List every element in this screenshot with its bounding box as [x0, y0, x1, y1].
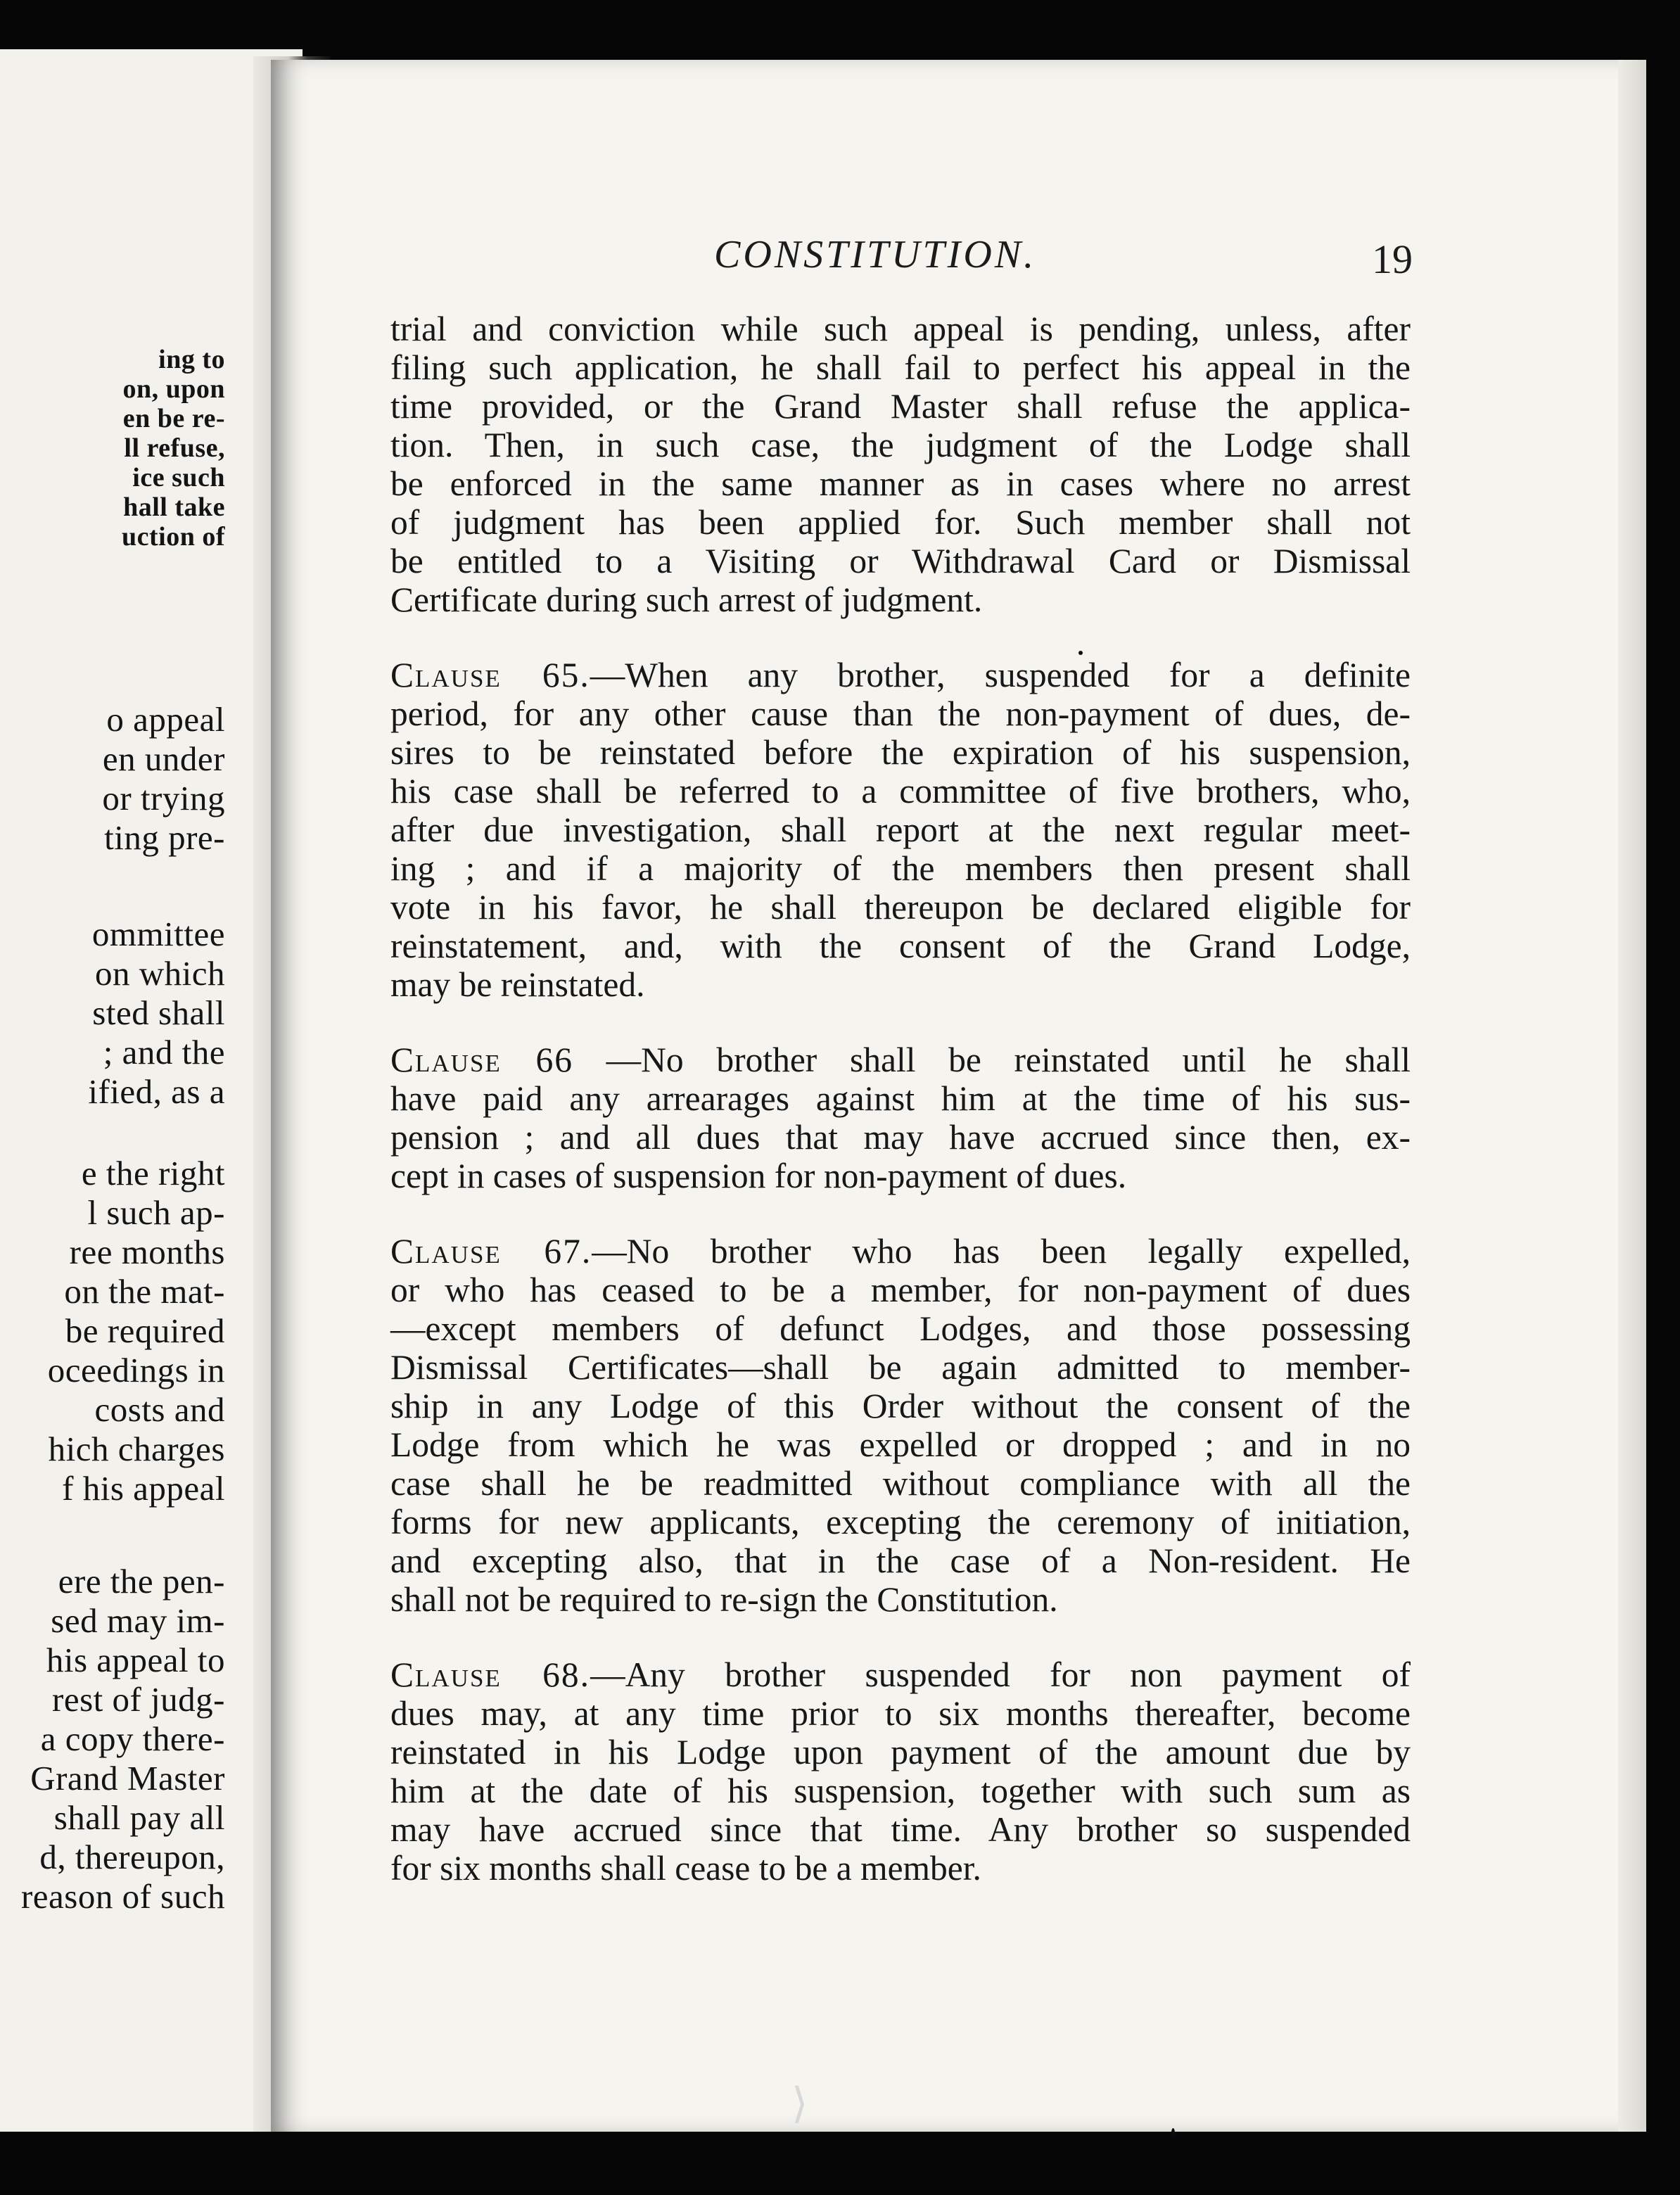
previous-page-line: ing to [158, 345, 225, 374]
clause-first-line-text: —No brother shall be reinstated until he shall [573, 1041, 1411, 1079]
text-line: period, for any other cause than the non-payment of dues, de- [390, 694, 1411, 733]
previous-page-line: his appeal to [46, 1641, 225, 1679]
previous-page-line: or trying [102, 779, 225, 817]
previous-page-line: sted shall [92, 993, 225, 1032]
text-line: filing such application, he shall fail to perfect his appeal in the [390, 348, 1411, 387]
text-line: him at the date of his suspension, together with such sum as [390, 1771, 1411, 1810]
previous-page-line: en be re- [122, 404, 225, 433]
page-number: 19 [1372, 236, 1413, 282]
page-edge [1618, 60, 1646, 2132]
clause-first-line [390, 1655, 1411, 1694]
previous-page-line: ommittee [91, 915, 225, 953]
text-line: Dismissal Certificates—shall be again admitted to member- [390, 1348, 1411, 1387]
previous-page-line: ified, as a [88, 1072, 225, 1111]
paragraph-continuation [390, 310, 1411, 619]
clause-65 [390, 656, 1411, 1004]
previous-page-line: a copy there- [40, 1719, 225, 1758]
previous-page-line: rest of judg- [52, 1680, 225, 1719]
previous-page-line: o appeal [106, 700, 225, 739]
previous-page-line: on, upon [122, 374, 225, 404]
clause-label: Clause 65. [390, 656, 590, 694]
text-line: ship in any Lodge of this Order without the consent of the [390, 1387, 1411, 1425]
text-line: cept in cases of suspension for non-payment of dues. [390, 1157, 1127, 1195]
text-line: —except members of defunct Lodges, and those possessing [390, 1309, 1411, 1348]
text-line: reinstated in his Lodge upon payment of the amount due by [390, 1733, 1411, 1771]
scan-mark: ⟩ [791, 2080, 808, 2127]
text-line: trial and conviction while such appeal is pending, unless, after [390, 310, 1411, 348]
scan-speck [1171, 2128, 1175, 2138]
text-line: tion. Then, in such case, the judgment of the Lodge shall [390, 426, 1411, 464]
running-title: CONSTITUTION. [714, 233, 1037, 276]
text-line: vote in his favor, he shall thereupon be declared eligible for [390, 888, 1411, 927]
previous-page-line: ice such [132, 463, 225, 492]
previous-page-line: d, thereupon, [39, 1838, 225, 1876]
clause-first-line [390, 1232, 1411, 1271]
text-line: forms for new applicants, excepting the ceremony of initiation, [390, 1503, 1411, 1541]
clause-label: Clause 66 [390, 1041, 573, 1079]
clause-first-line [390, 656, 1411, 694]
previous-page-line: on which [95, 954, 225, 993]
text-line: Lodge from which he was expelled or dropped ; and in no [390, 1425, 1411, 1464]
clause-first-line-text: —When any brother, suspended for a definite [590, 656, 1411, 694]
text-line: sires to be reinstated before the expiration of his suspension, [390, 733, 1411, 772]
previous-page-line: on the mat- [64, 1272, 225, 1311]
previous-page-line: ting pre- [104, 818, 225, 857]
text-line: and excepting also, that in the case of a Non-resident. He [390, 1541, 1411, 1580]
previous-page-line: oceedings in [47, 1351, 225, 1389]
page-body [390, 310, 1411, 1924]
text-line: may be reinstated. [390, 965, 645, 1004]
previous-page-line: uction of [122, 522, 225, 552]
previous-page-line: ; and the [103, 1033, 225, 1071]
clause-label: Clause 67. [390, 1232, 592, 1271]
text-line: ing ; and if a majority of the members then present shall [390, 849, 1411, 888]
text-line: shall not be required to re-sign the Constitution. [390, 1580, 1058, 1619]
clause-67 [390, 1232, 1411, 1619]
previous-page-line: hich charges [48, 1430, 225, 1468]
clause-first-line [390, 1041, 1411, 1079]
previous-page-line: en under [102, 739, 225, 778]
text-line: his case shall be referred to a committee of five brothers, who, [390, 772, 1411, 810]
clause-label: Clause 68. [390, 1655, 591, 1694]
previous-page-line: ere the pen- [58, 1562, 225, 1601]
previous-page-line: hall take [123, 492, 225, 522]
previous-page-text [0, 0, 225, 2082]
text-line: be entitled to a Visiting or Withdrawal Card or Dismissal [390, 542, 1411, 580]
text-line: pension ; and all dues that may have accrued since then, ex- [390, 1118, 1411, 1157]
previous-page-line: l such ap- [87, 1193, 225, 1232]
previous-page-line: be required [65, 1311, 225, 1350]
previous-page-line: sed may im- [51, 1601, 225, 1640]
text-line: reinstatement, and, with the consent of the Grand Lodge, [390, 927, 1411, 965]
text-line: Certificate during such arrest of judgment. [390, 580, 983, 619]
text-line: of judgment has been applied for. Such member shall not [390, 503, 1411, 542]
previous-page-line: e the right [81, 1154, 225, 1192]
previous-page-line: Grand Master [30, 1759, 225, 1798]
text-line: after due investigation, shall report at the next regular meet- [390, 810, 1411, 849]
clause-first-line-text: —No brother who has been legally expelled, [592, 1232, 1411, 1271]
clause-66 [390, 1041, 1411, 1195]
scan-speck [1078, 651, 1083, 655]
previous-page-line: costs and [94, 1390, 225, 1429]
previous-page-line: reason of such [20, 1877, 225, 1916]
previous-page-line: f his appeal [62, 1469, 225, 1508]
previous-page-line: ll refuse, [124, 433, 225, 463]
clause-first-line-text: —Any brother suspended for non payment of [590, 1655, 1411, 1694]
text-line: time provided, or the Grand Master shall refuse the applica- [390, 387, 1411, 426]
text-line: have paid any arrearages against him at the time of his sus- [390, 1079, 1411, 1118]
text-line: or who has ceased to be a member, for non-payment of dues [390, 1271, 1411, 1309]
clause-68 [390, 1655, 1411, 1888]
previous-page-line: ree months [69, 1233, 225, 1271]
previous-page-line: shall pay all [53, 1798, 225, 1837]
text-line: be enforced in the same manner as in cases where no arrest [390, 464, 1411, 503]
text-line: for six months shall cease to be a member. [390, 1849, 981, 1888]
text-line: dues may, at any time prior to six months thereafter, become [390, 1694, 1411, 1733]
text-line: case shall he be readmitted without compliance with all the [390, 1464, 1411, 1503]
text-line: may have accrued since that time. Any brother so suspended [390, 1810, 1411, 1849]
